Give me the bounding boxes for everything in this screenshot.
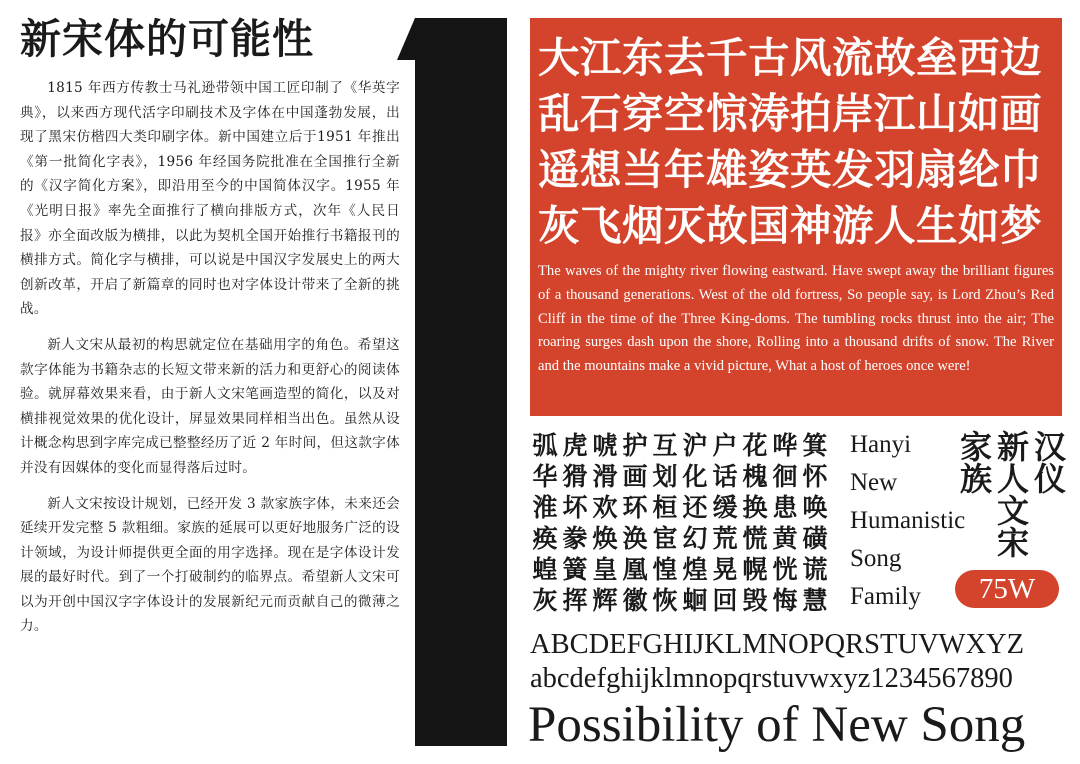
specimen-glyph: 花 bbox=[742, 431, 768, 460]
specimen-glyph: 滑 bbox=[592, 462, 618, 491]
specimen-glyph: 晃 bbox=[712, 555, 738, 584]
specimen-glyph: 蛔 bbox=[682, 586, 708, 615]
specimen-glyph: 话 bbox=[712, 462, 738, 491]
specimen-glyph: 黄 bbox=[772, 524, 798, 553]
poem-line: 大江东去千古风流故垒西边 bbox=[538, 33, 1043, 82]
specimen-glyph: 欢 bbox=[592, 493, 618, 522]
article-title: 新宋体的可能性 bbox=[20, 15, 314, 63]
family-name-cn-column: 新人文宋 bbox=[992, 430, 1030, 558]
divider-bar-notch bbox=[397, 18, 415, 60]
specimen-glyph: 护 bbox=[622, 431, 648, 460]
specimen-glyph: 缓 bbox=[712, 493, 738, 522]
specimen-glyph: 淮 bbox=[532, 493, 558, 522]
specimen-glyph: 涣 bbox=[622, 524, 648, 553]
specimen-glyph: 悔 bbox=[772, 586, 798, 615]
specimen-glyph: 哗 bbox=[772, 431, 798, 460]
specimen-glyph: 桓 bbox=[652, 493, 678, 522]
specimen-glyph: 慌 bbox=[742, 524, 768, 553]
specimen-glyph: 簧 bbox=[562, 555, 588, 584]
tagline: Possibility of New Song bbox=[528, 697, 1026, 753]
specimen-glyph: 徽 bbox=[622, 586, 648, 615]
specimen-glyph: 虎 bbox=[562, 431, 588, 460]
weight-badge: 75W bbox=[955, 570, 1059, 608]
family-name-cn-column: 汉仪 bbox=[1029, 430, 1067, 494]
specimen-glyph: 皇 bbox=[592, 555, 618, 584]
specimen-glyph: 蝗 bbox=[532, 555, 558, 584]
specimen-glyph: 坏 bbox=[562, 493, 588, 522]
article-paragraph: 1815 年西方传教士马礼逊带领中国工匠印制了《华英字典》，以来西方现代活字印刷技术及字体在中国蓬勃发展，出现了黑宋仿楷四大类印刷字体。新中国建立后于1951 年推出《第一批简化字表》，1956 年经国务院批准在全国推行全新的《汉字简化方案》，即沿用至今的中国简体汉字。1955 年《光明日报》率先全面推行了横向排版方式，次年《人民日报》亦全面改版为横排，以此为契机全国开始推行书籍报刊的横排方式。简化字与横排，可以说是中国汉字发展史上的两大创新改革，开启了新篇章的同时也对字体设计带来了全新的挑战。 bbox=[20, 80, 400, 318]
poem-line: 灰飞烟灭故国神游人生如梦 bbox=[538, 201, 1043, 250]
specimen-glyph: 幌 bbox=[742, 555, 768, 584]
divider-bar bbox=[415, 18, 507, 746]
specimen-glyph: 槐 bbox=[742, 462, 768, 491]
specimen-glyph: 慧 bbox=[802, 586, 828, 615]
specimen-glyph: 荒 bbox=[712, 524, 738, 553]
family-name-cn-column: 家族 bbox=[955, 430, 993, 494]
specimen-glyph: 华 bbox=[532, 462, 558, 491]
specimen-glyph: 幻 bbox=[682, 524, 708, 553]
specimen-glyph: 怀 bbox=[802, 462, 828, 491]
specimen-glyph: 画 bbox=[622, 462, 648, 491]
specimen-glyph: 环 bbox=[622, 493, 648, 522]
specimen-glyph: 猾 bbox=[562, 462, 588, 491]
specimen-glyph: 沪 bbox=[682, 431, 708, 460]
poem-translation: The waves of the mighty river flowing eastward. Have swept away the brilliant figures of a thousand generations. West of the old fortress, So people say, is Lord Zhou’s Red Cliff in the time of the Three King-doms. The tumbling rocks thrust into the air; The roaring surges dash upon the shore, Rolling into a thousand drifts of snow. The River and the mountains make a vivid picture, What a host of heroes once were! bbox=[538, 263, 1054, 375]
specimen-glyph: 辉 bbox=[592, 586, 618, 615]
specimen-glyph: 户 bbox=[712, 431, 738, 460]
lowercase-digits-specimen: abcdefghijklmnopqrstuvwxyz1234567890 bbox=[530, 663, 1013, 694]
specimen-glyph: 徊 bbox=[772, 462, 798, 491]
poem-panel bbox=[530, 18, 1062, 416]
article-paragraph: 新人文宋从最初的构思就定位在基础用字的角色。希望这款字体能为书籍杂志的长短文带来新的活力和更舒心的阅读体验。就屏幕效果来看，由于新人文宋笔画造型的简化，以及对横排视觉效果的优化设计，屏显效果同样相当出色。虽然从设计概念构思到字库完成已整整经历了近 2 年时间，但这款字体并没有因媒体的变化而显得落后过时。 bbox=[20, 336, 400, 476]
family-name-line: Song bbox=[850, 545, 902, 572]
family-name-line: Hanyi bbox=[850, 431, 912, 458]
specimen-glyph: 恍 bbox=[772, 555, 798, 584]
specimen-glyph: 唤 bbox=[802, 493, 828, 522]
specimen-glyph: 豢 bbox=[562, 524, 588, 553]
specimen-glyph: 挥 bbox=[562, 586, 588, 615]
specimen-glyph: 化 bbox=[682, 462, 708, 491]
specimen-glyph: 痪 bbox=[532, 524, 558, 553]
family-name-line: Family bbox=[850, 583, 921, 610]
specimen-glyph: 换 bbox=[742, 493, 768, 522]
specimen-glyph: 谎 bbox=[802, 555, 828, 584]
specimen-glyph: 宦 bbox=[652, 524, 678, 553]
poem-line: 乱石穿空惊涛拍岸江山如画 bbox=[538, 89, 1043, 138]
specimen-glyph: 唬 bbox=[592, 431, 618, 460]
specimen-glyph: 弧 bbox=[532, 431, 558, 460]
specimen-glyph: 还 bbox=[682, 493, 708, 522]
article-column bbox=[20, 12, 400, 650]
article-paragraph: 新人文宋按设计规划，已经开发 3 款家族字体，未来还会延续开发完整 5 款粗细。家族的延展可以更好地服务广泛的设计领域，为设计师提供更全面的用字选择。现在是字体设计发展的最好时代。到了一个打破制约的临界点。希望新人文宋可以为开创中国汉字字体设计的发展新纪元而贡献自己的微薄之力。 bbox=[20, 495, 400, 635]
specimen-glyph: 划 bbox=[652, 462, 678, 491]
family-name-line: New bbox=[850, 469, 898, 496]
specimen-glyph: 患 bbox=[772, 493, 798, 522]
specimen-glyph: 磺 bbox=[802, 524, 828, 553]
poem-line: 遥想当年雄姿英发羽扇纶巾 bbox=[538, 145, 1043, 194]
family-name-line: Humanistic bbox=[850, 507, 966, 534]
uppercase-specimen: ABCDEFGHIJKLMNOPQRSTUVWXYZ bbox=[530, 629, 1025, 660]
specimen-glyph: 回 bbox=[712, 586, 738, 615]
specimen-glyph: 灰 bbox=[532, 586, 558, 615]
character-specimen-grid bbox=[530, 430, 830, 616]
specimen-glyph: 凰 bbox=[622, 555, 648, 584]
specimen-glyph: 煌 bbox=[682, 555, 708, 584]
specimen-glyph: 恢 bbox=[652, 586, 678, 615]
specimen-glyph: 焕 bbox=[592, 524, 618, 553]
specimen-glyph: 毁 bbox=[742, 586, 768, 615]
specimen-glyph: 互 bbox=[652, 431, 678, 460]
specimen-glyph: 箕 bbox=[802, 431, 828, 460]
specimen-glyph: 惶 bbox=[652, 555, 678, 584]
